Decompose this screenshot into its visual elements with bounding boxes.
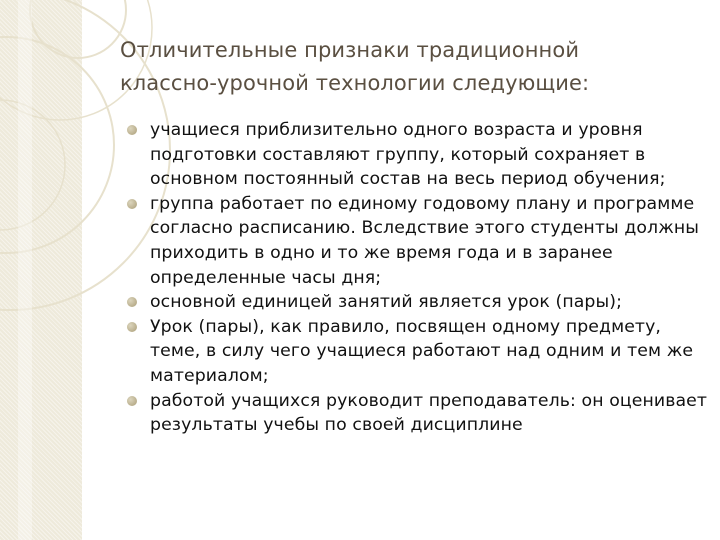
bullet-text: основной единицей занятий является урок (пары); [150, 292, 623, 313]
bullet-item [124, 118, 708, 192]
round-bullet-icon [127, 297, 137, 307]
bullet-item [124, 290, 708, 315]
bullet-item [124, 315, 708, 389]
round-bullet-icon [127, 322, 137, 332]
round-bullet-icon [127, 396, 137, 406]
bullet-text: группа работает по единому годовому плану и программе согласно расписанию. Вследствие этого студенты должны приходить в одно и то же время года и в заранее определенные часы дня; [150, 193, 700, 288]
bullet-text: учащиеся приблизительно одного возраста и уровня подготовки составляют группу, который сохраняет в основном постоянный состав на весь период обучения; [150, 120, 666, 190]
bullet-text: Урок (пары), как правило, посвящен одному предмету, теме, в силу чего учащиеся работают над одним и тем же материалом; [150, 316, 694, 386]
slide-title: Отличительные признаки традиционной классно-урочной технологии следующие: [120, 38, 590, 95]
side-band [0, 0, 82, 540]
bullet-item [124, 389, 708, 438]
bullet-item [124, 192, 708, 290]
round-bullet-icon [127, 125, 137, 135]
round-bullet-icon [127, 199, 137, 209]
bullet-list [124, 118, 708, 438]
bullet-text: работой учащихся руководит преподаватель: он оценивает результаты учебы по своей дисциплине [150, 390, 708, 436]
